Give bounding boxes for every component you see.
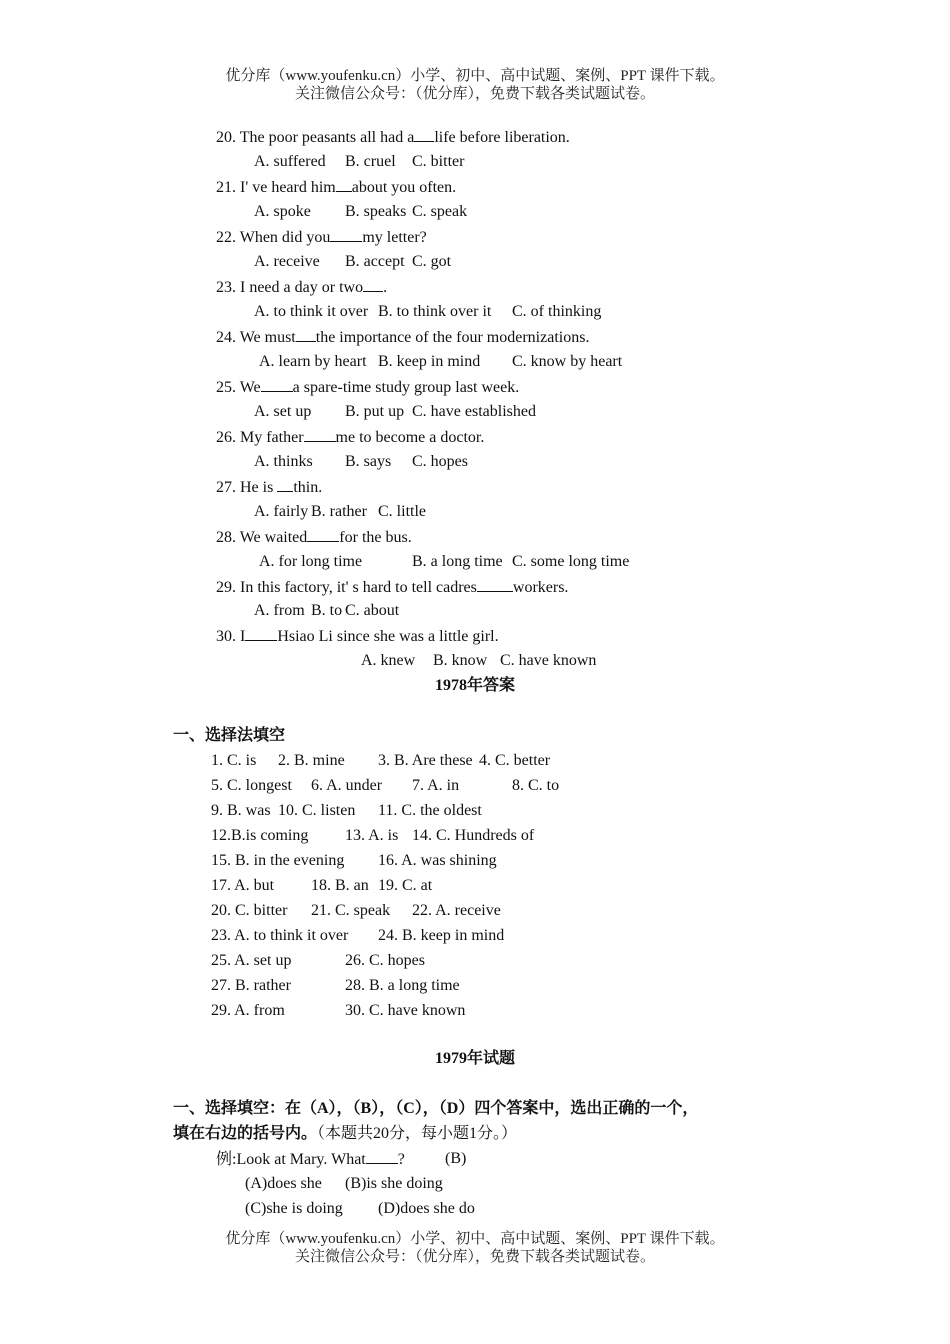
q24-option-c: C. know by heart (512, 353, 623, 370)
q23-option-b: B. to think over it (378, 303, 492, 320)
question-29: 29. In this factory, it' s hard to tell cadres workers. (216, 579, 569, 596)
q30-option-a: A. knew (361, 652, 416, 669)
answer-item: 14. C. Hundreds of (412, 827, 535, 844)
q23-option-a: A. to think it over (254, 303, 369, 320)
q26-option-a: A. thinks (254, 453, 313, 470)
example-question: 例:Look at Mary. What ? (216, 1151, 405, 1168)
answer-item: 8. C. to (512, 777, 560, 794)
q27-option-c: C. little (378, 503, 426, 520)
q28-option-c: C. some long time (512, 553, 630, 570)
answer-item: 17. A. but (211, 877, 275, 894)
q30-option-c: C. have known (500, 652, 597, 669)
example-option-c: (C)she is doing (245, 1200, 343, 1217)
answer-item: 5. C. longest (211, 777, 292, 794)
q25-option-c: C. have established (412, 403, 536, 420)
answer-item: 26. C. hopes (345, 952, 425, 969)
q29-option-c: C. about (345, 602, 400, 619)
q27-option-b: B. rather (311, 503, 367, 520)
example-option-b: (B)is she doing (345, 1175, 443, 1192)
q20-option-a: A. suffered (254, 153, 326, 170)
answer-item: 28. B. a long time (345, 977, 460, 994)
q29-option-b: B. to (311, 602, 343, 619)
q29-option-a: A. from (254, 602, 305, 619)
question-30: 30. I Hsiao Li since she was a little girl. (216, 628, 499, 645)
question-24: 24. We must the importance of the four modernizations. (216, 329, 590, 346)
answer-item: 10. C. listen (278, 802, 356, 819)
q25-option-b: B. put up (345, 403, 405, 420)
section-1-title: 一、选择法填空 (173, 727, 286, 744)
answers-title: 1978年答案 (434, 677, 515, 694)
instruction-line-2: 填在右边的括号内。（本题共20分，每小题1分。） (173, 1125, 518, 1142)
answer-item: 6. A. under (311, 777, 383, 794)
answer-item: 11. C. the oldest (378, 802, 482, 819)
example-answer: (B) (445, 1150, 467, 1167)
answer-item: 4. C. better (479, 752, 551, 769)
q27-option-a: A. fairly (254, 503, 309, 520)
question-27: 27. He is thin. (216, 479, 323, 496)
question-25: 25. We a spare-time study group last week. (216, 379, 520, 396)
instruction-line-1: 一、选择填空：在（A），（B），（C），（D）四个答案中，选出正确的一个， (173, 1100, 699, 1117)
q22-option-c: C. got (412, 253, 452, 270)
footer-line-1: 优分库（www.youfenku.cn）小学、初中、高中试题、案例、PPT 课件下载。 (225, 1231, 725, 1247)
answer-item: 16. A. was shining (378, 852, 497, 869)
answer-item: 2. B. mine (278, 752, 345, 769)
q21-option-b: B. speaks (345, 203, 407, 220)
q20-option-b: B. cruel (345, 153, 396, 170)
q28-option-b: B. a long time (412, 553, 503, 570)
q24-option-a: A. learn by heart (259, 353, 367, 370)
example-option-a: (A)does she (245, 1175, 322, 1192)
answer-item: 15. B. in the evening (211, 852, 345, 869)
q21-option-a: A. spoke (254, 203, 311, 220)
question-28: 28. We waited for the bus. (216, 529, 412, 546)
q24-option-b: B. keep in mind (378, 353, 481, 370)
answer-item: 20. C. bitter (211, 902, 288, 919)
question-21: 21. I' ve heard him about you often. (216, 179, 457, 196)
answer-item: 23. A. to think it over (211, 927, 349, 944)
question-20: 20. The poor peasants all had a life before liberation. (216, 129, 570, 146)
question-22: 22. When did you my letter? (216, 229, 427, 246)
q28-option-a: A. for long time (259, 553, 363, 570)
q22-option-a: A. receive (254, 253, 320, 270)
q25-option-a: A. set up (254, 403, 312, 420)
answer-item: 9. B. was (211, 802, 271, 819)
q22-option-b: B. accept (345, 253, 405, 270)
answer-item: 7. A. in (412, 777, 460, 794)
header-line-1: 优分库（www.youfenku.cn）小学、初中、高中试题、案例、PPT 课件下载。 (225, 68, 725, 84)
answer-item: 1. C. is (211, 752, 257, 769)
exam-1979-title: 1979年试题 (434, 1050, 515, 1067)
question-23: 23. I need a day or two . (216, 279, 388, 296)
q23-option-c: C. of thinking (512, 303, 602, 320)
question-26: 26. My father me to become a doctor. (216, 429, 485, 446)
answer-item: 24. B. keep in mind (378, 927, 505, 944)
answer-item: 27. B. rather (211, 977, 291, 994)
q20-option-c: C. bitter (412, 153, 465, 170)
answer-item: 21. C. speak (311, 902, 391, 919)
answer-item: 18. B. an (311, 877, 369, 894)
q26-option-b: B. says (345, 453, 392, 470)
answer-item: 3. B. Are these (378, 752, 473, 769)
q30-option-b: B. know (433, 652, 488, 669)
footer-line-2: 关注微信公众号：（优分库），免费下载各类试题试卷。 (294, 1249, 655, 1265)
q26-option-c: C. hopes (412, 453, 468, 470)
answer-item: 13. A. is (345, 827, 399, 844)
answer-item: 12.B.is coming (211, 827, 309, 844)
answer-item: 22. A. receive (412, 902, 501, 919)
header-line-2: 关注微信公众号：（优分库），免费下载各类试题试卷。 (294, 86, 655, 102)
answer-item: 25. A. set up (211, 952, 292, 969)
q21-option-c: C. speak (412, 203, 468, 220)
answer-item: 19. C. at (378, 877, 433, 894)
answer-item: 30. C. have known (345, 1002, 466, 1019)
example-option-d: (D)does she do (378, 1200, 475, 1217)
answer-item: 29. A. from (211, 1002, 285, 1019)
